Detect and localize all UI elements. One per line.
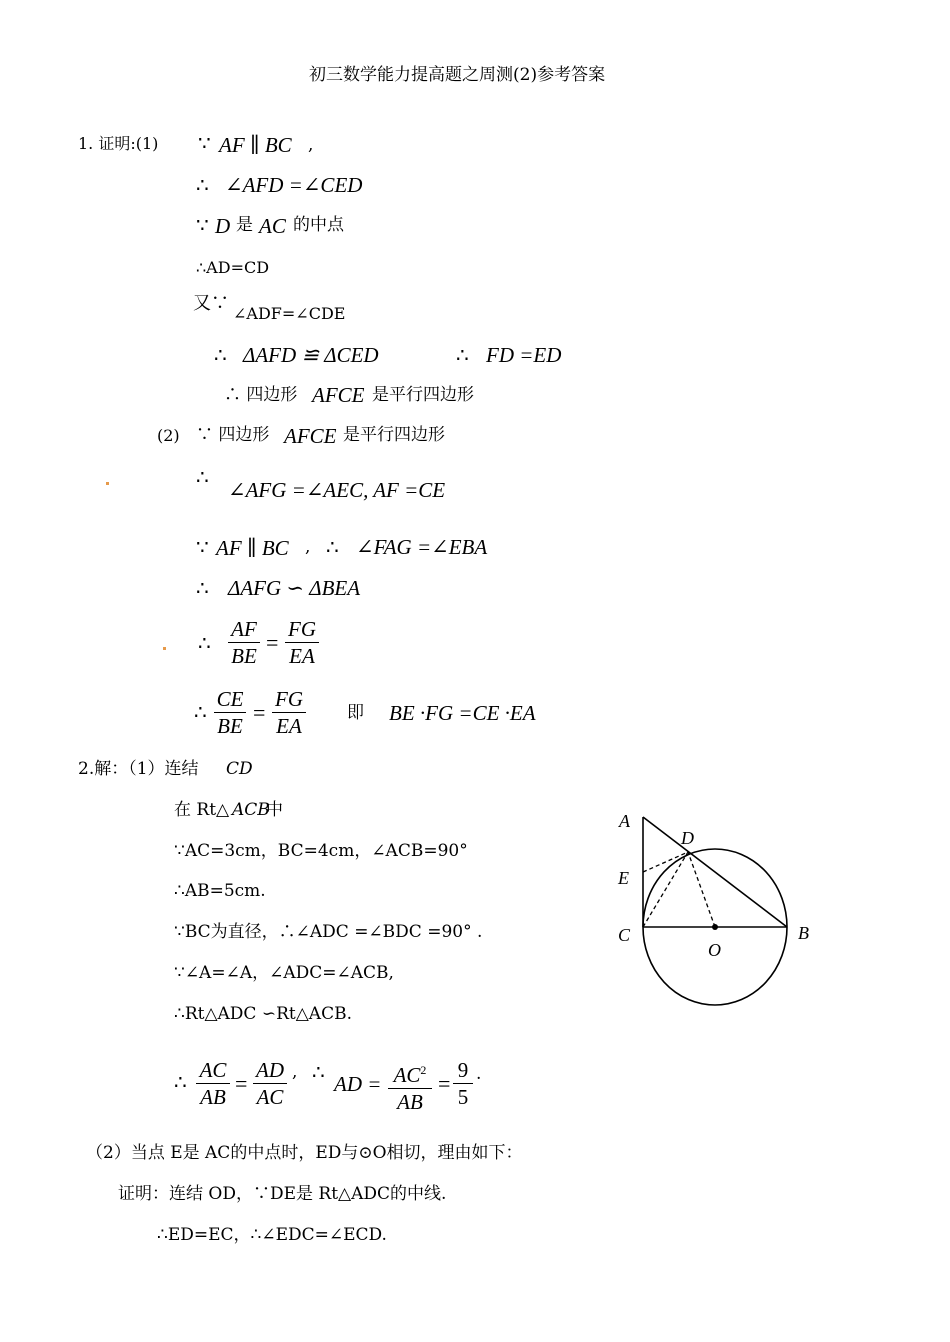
denominator: EA [289, 644, 315, 668]
fraction-ce-be [214, 686, 246, 739]
fraction-af-be [228, 616, 260, 669]
p1-line1-label: 1. 证明:(1) [78, 134, 159, 153]
p1-line5-you: 又∵ [193, 293, 229, 314]
numerator: AF [228, 616, 260, 643]
p1-line6-congruent: ΔAFD ≌ ΔCED [243, 343, 379, 367]
equals-sign: = [253, 700, 266, 725]
denominator: BE [217, 714, 243, 738]
segment-cd [643, 852, 688, 927]
denominator: AC [256, 1085, 284, 1109]
p2-line10: 证明：连结 OD，∵DE是 Rt△ADC的中线. [118, 1184, 447, 1204]
p1-line4: ∴AD=CD [196, 258, 270, 277]
p2-line1-a: 2.解：（1）连结 [78, 759, 199, 779]
p2-line8-ad: AD = [334, 1072, 382, 1096]
p1-line9-math: ∠AFG =∠AEC, AF =CE [228, 478, 446, 502]
numerator: FG [272, 686, 306, 713]
equals-sign: = [266, 630, 279, 655]
numerator: 9 [453, 1057, 473, 1084]
denominator: AB [200, 1085, 226, 1109]
p1-line1-math: AF ∥ BC [219, 133, 292, 157]
margin-mark [163, 647, 166, 650]
equals-sign: = [235, 1071, 248, 1096]
p2-line1-cd: CD [226, 759, 253, 779]
p1-line13-product: BE ·FG =CE ·EA [389, 701, 536, 725]
label-o: O [708, 940, 721, 960]
p1-line3-ac: AC [259, 214, 286, 238]
p2-line4: ∴AB=5cm. [174, 881, 266, 901]
label-a: A [619, 811, 630, 831]
fraction-ac2-ab [388, 1057, 432, 1115]
fraction-ad-ac [253, 1057, 287, 1110]
label-c: C [618, 925, 631, 945]
exponent: 2 [420, 1063, 427, 1077]
p1-line2-therefore: ∴ [196, 173, 209, 197]
p1-line8-b: ∵ 四边形 [196, 425, 270, 445]
fraction-ac-ab [196, 1057, 230, 1110]
p1-line3-midpoint: 的中点 [293, 215, 344, 235]
numerator: AC [196, 1057, 230, 1084]
p2-line8-comma: , [292, 1062, 298, 1082]
p2-line2-a: 在 Rt△ [174, 800, 230, 820]
p1-line3-d: D [215, 214, 231, 238]
numerator [388, 1057, 432, 1089]
denominator: AB [397, 1090, 423, 1114]
center-point-o [712, 924, 718, 930]
p2-line2-c: 中 [266, 800, 283, 820]
p1-line8-d: 是平行四边形 [343, 425, 445, 445]
p1-line3-because: ∵ [196, 213, 209, 237]
numerator-base: AC [393, 1063, 421, 1087]
denominator: EA [276, 714, 302, 738]
p1-line6-fd-ed: FD =ED [486, 343, 562, 367]
p1-line1-comma: , [308, 135, 314, 155]
p1-line13-ji: 即 [347, 703, 364, 723]
p2-line8-period: . [476, 1064, 482, 1084]
p1-line1-because: ∵ [198, 131, 211, 155]
label-e: E [618, 868, 629, 888]
p1-line10-because: ∵ [196, 535, 209, 559]
p1-line9-therefore: ∴ [196, 465, 209, 489]
p1-line3-shi: 是 [236, 215, 253, 235]
p1-line10-therefore: ∴ [326, 535, 339, 559]
p2-line9: （2）当点 E是 AC的中点时，ED与⊙O相切，理由如下： [86, 1143, 523, 1163]
numerator: CE [214, 686, 246, 713]
fraction-fg-ea [272, 686, 306, 739]
p2-line3: ∵AC=3cm，BC=4cm，∠ACB=90° [174, 841, 468, 861]
p1-line12-therefore: ∴ [198, 631, 211, 655]
p2-line2-acb: ACB [232, 800, 270, 820]
p1-line10-angle: ∠FAG =∠EBA [356, 535, 488, 559]
p1-line7-c: 是平行四边形 [372, 385, 474, 405]
p2-line7: ∴Rt△ADC ∽Rt△ACB. [174, 1004, 352, 1024]
p1-line8-label: (2) [157, 426, 180, 445]
p1-line10-comma: , [305, 537, 311, 557]
page-title: 初三数学能力提高题之周测(2)参考答案 [309, 65, 606, 85]
p1-line11-similar: ΔAFG ∽ ΔBEA [228, 576, 361, 600]
numerator: AD [253, 1057, 287, 1084]
label-b: B [798, 923, 809, 943]
segment-ed [643, 852, 688, 872]
p2-line8-therefore: ∴ [174, 1070, 187, 1094]
fraction-9-5 [453, 1057, 473, 1110]
p1-line6-therefore2: ∴ [456, 343, 469, 367]
p1-line11-therefore: ∴ [196, 576, 209, 600]
geometry-figure [600, 800, 830, 1020]
fraction-fg-ea [285, 616, 319, 669]
denominator: 5 [457, 1085, 469, 1109]
p1-line8-afce: AFCE [284, 424, 337, 448]
p1-line5-math: ∠ADF=∠CDE [233, 304, 346, 323]
equals-sign: = [438, 1071, 451, 1096]
segment-od [688, 852, 715, 927]
p1-line7-a: ∴ 四边形 [224, 385, 298, 405]
p1-line7-afce: AFCE [312, 383, 365, 407]
p2-line6: ∵∠A=∠A，∠ADC=∠ACB, [174, 963, 394, 983]
numerator: FG [285, 616, 319, 643]
p1-line6-therefore: ∴ [214, 343, 227, 367]
label-d: D [681, 828, 694, 848]
p2-line5: ∵BC为直径，∴∠ADC =∠BDC =90° . [174, 922, 483, 942]
p1-line13-therefore: ∴ [194, 700, 207, 724]
p2-line8-therefore2: ∴ [312, 1060, 325, 1084]
margin-mark [106, 482, 109, 485]
p1-line2-math: ∠AFD =∠CED [225, 173, 363, 197]
p2-line11: ∴ED=EC，∴∠EDC=∠ECD. [157, 1225, 387, 1245]
p1-line10-af-bc: AF ∥ BC [216, 536, 289, 560]
denominator: BE [231, 644, 257, 668]
